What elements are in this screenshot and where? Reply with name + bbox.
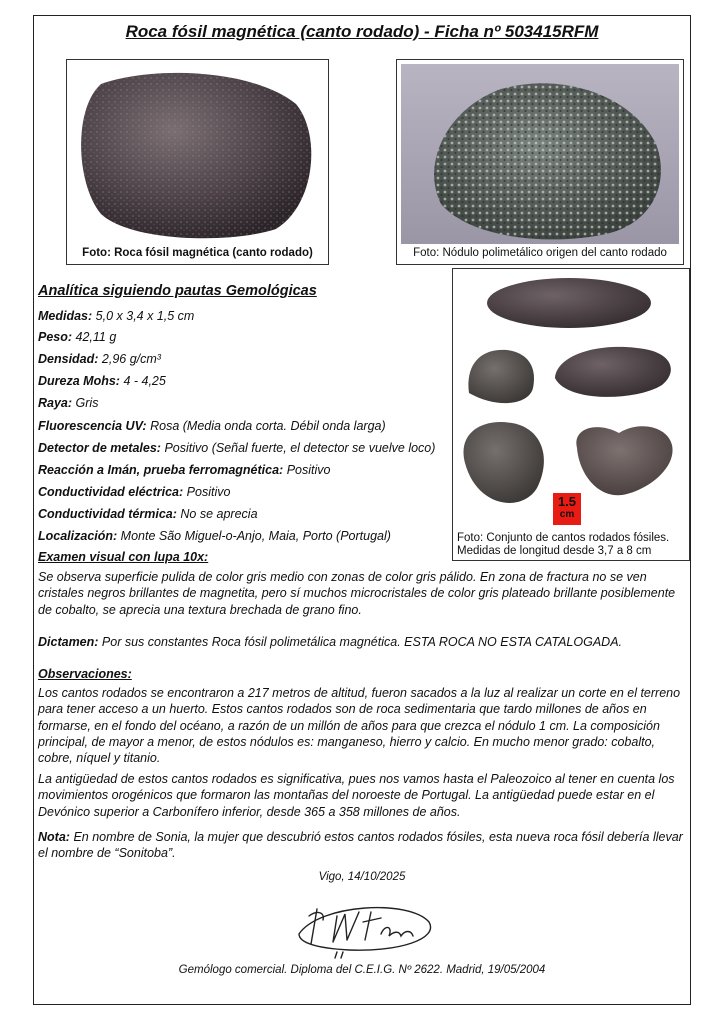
row-value-fluorescencia: Rosa (Media onda corta. Débil onda larga) bbox=[150, 419, 386, 433]
analysis-row bbox=[38, 463, 330, 477]
photo-pebble-caption: Foto: Roca fósil magnética (canto rodado) bbox=[82, 247, 313, 259]
row-value-dureza: 4 - 4,25 bbox=[123, 374, 166, 388]
nodule-image bbox=[401, 64, 679, 244]
observations-p2: La antigüedad de estos cantos rodados es significativa, pues nos vamos hasta el Paleozoico al tener en cuenta los movimientos orogénicos que formaron las montañas del noroeste de Portugal. La antigüedad puede estar en el Devónico superior a Carbonífero inferior, desde 365 a 358 millones de años. bbox=[38, 772, 675, 819]
dictamen-label: Dictamen: bbox=[38, 635, 99, 649]
photo-nodule bbox=[396, 59, 684, 265]
analysis-row bbox=[38, 352, 161, 366]
footer-credentials: Gemólogo comercial. Diploma del C.E.I.G. Nº 2622. Madrid, 19/05/2004 bbox=[178, 964, 546, 976]
row-value-peso: 42,11 g bbox=[75, 330, 117, 344]
document-frame bbox=[33, 15, 691, 1005]
row-label-medidas: Medidas: bbox=[38, 309, 93, 323]
analysis-row bbox=[38, 309, 194, 323]
visual-exam-text: Se observa superficie pulida de color gris medio con zonas de color gris pálido. En zona de fractura no se ven cristales negros brillantes de magnetita, pero sí muchos microcristales de color gris plateado brillante posiblemente de cobalto, se aprecia una textura brechada de grano fino. bbox=[38, 570, 676, 617]
scale-label-top: 1.5 bbox=[557, 494, 577, 509]
row-label-cond-termica: Conductividad térmica: bbox=[38, 507, 177, 521]
row-value-localizacion: Monte São Miguel-o-Anjo, Maia, Porto (Portugal) bbox=[120, 529, 391, 543]
scale-label-bottom: cm bbox=[559, 509, 575, 520]
analysis-row bbox=[38, 419, 386, 433]
photo-set-caption-line2: Medidas de longitud desde 3,7 a 8 cm bbox=[457, 545, 652, 557]
pebble-image bbox=[71, 64, 324, 242]
photo-set-caption-line1: Foto: Conjunto de cantos rodados fósiles. bbox=[457, 532, 670, 544]
analysis-row bbox=[38, 441, 435, 455]
observations-note bbox=[38, 829, 683, 862]
row-value-cond-termica: No se aprecia bbox=[180, 507, 258, 521]
pebble-set-image bbox=[457, 273, 685, 531]
dictamen bbox=[38, 634, 683, 650]
row-label-cond-electrica: Conductividad eléctrica: bbox=[38, 485, 184, 499]
analysis-row bbox=[38, 374, 166, 388]
row-value-densidad: 2,96 g/cm³ bbox=[101, 352, 161, 366]
row-value-raya: Gris bbox=[75, 396, 99, 410]
analysis-row bbox=[38, 507, 258, 521]
row-value-cond-electrica: Positivo bbox=[186, 485, 231, 499]
analysis-row bbox=[38, 330, 116, 344]
analysis-row bbox=[38, 529, 391, 543]
photo-nodule-caption: Foto: Nódulo polimetálico origen del canto rodado bbox=[413, 247, 667, 259]
row-label-peso: Peso: bbox=[38, 330, 73, 344]
row-value-iman: Positivo bbox=[286, 463, 331, 477]
note-label: Nota: bbox=[38, 830, 70, 844]
row-label-localizacion: Localización: bbox=[38, 529, 118, 543]
observations-heading: Observaciones: bbox=[38, 667, 132, 681]
photo-pebble bbox=[66, 59, 329, 265]
observations-p1: Los cantos rodados se encontraron a 217 metros de altitud, fueron sacados a la luz al realizar un corte en el terreno para tener acceso a un huerto. Estos cantos rodados son de roca sedimentaria que tardo millones de años en formarse, en el fondo del océano, a razón de un millón de años para que crezca el nódulo 1 cm. La composición principal, de mayor a menor, de estos nódulos es: manganeso, hierro y calcio. En mucho menor grado: cobalto, cobre, níquel y titanio. bbox=[38, 686, 681, 766]
place-date: Vigo, 14/10/2025 bbox=[318, 871, 406, 883]
row-label-fluorescencia: Fluorescencia UV: bbox=[38, 419, 147, 433]
analysis-heading: Analítica siguiendo pautas Gemológicas bbox=[38, 283, 317, 299]
photo-pebble-set bbox=[452, 268, 690, 561]
analysis-row bbox=[38, 485, 230, 499]
analysis-row bbox=[38, 396, 98, 410]
page-title: Roca fósil magnética (canto rodado) - Ficha nº 503415RFM bbox=[125, 22, 599, 41]
note-text: En nombre de Sonia, la mujer que descubrió estos cantos rodados fósiles, esta nueva roca fósil debería llevar el nombre de “Sonitoba”. bbox=[38, 830, 683, 861]
row-value-detector: Positivo (Señal fuerte, el detector se vuelve loco) bbox=[164, 441, 436, 455]
signature-image bbox=[289, 894, 439, 960]
row-value-medidas: 5,0 x 3,4 x 1,5 cm bbox=[95, 309, 195, 323]
row-label-densidad: Densidad: bbox=[38, 352, 99, 366]
row-label-dureza: Dureza Mohs: bbox=[38, 374, 120, 388]
visual-exam-heading: Examen visual con lupa 10x: bbox=[38, 550, 209, 564]
row-label-iman: Reacción a Imán, prueba ferromagnética: bbox=[38, 463, 284, 477]
dictamen-text: Por sus constantes Roca fósil polimetálica magnética. ESTA ROCA NO ESTA CATALOGADA. bbox=[101, 635, 623, 649]
row-label-detector: Detector de metales: bbox=[38, 441, 161, 455]
row-label-raya: Raya: bbox=[38, 396, 73, 410]
